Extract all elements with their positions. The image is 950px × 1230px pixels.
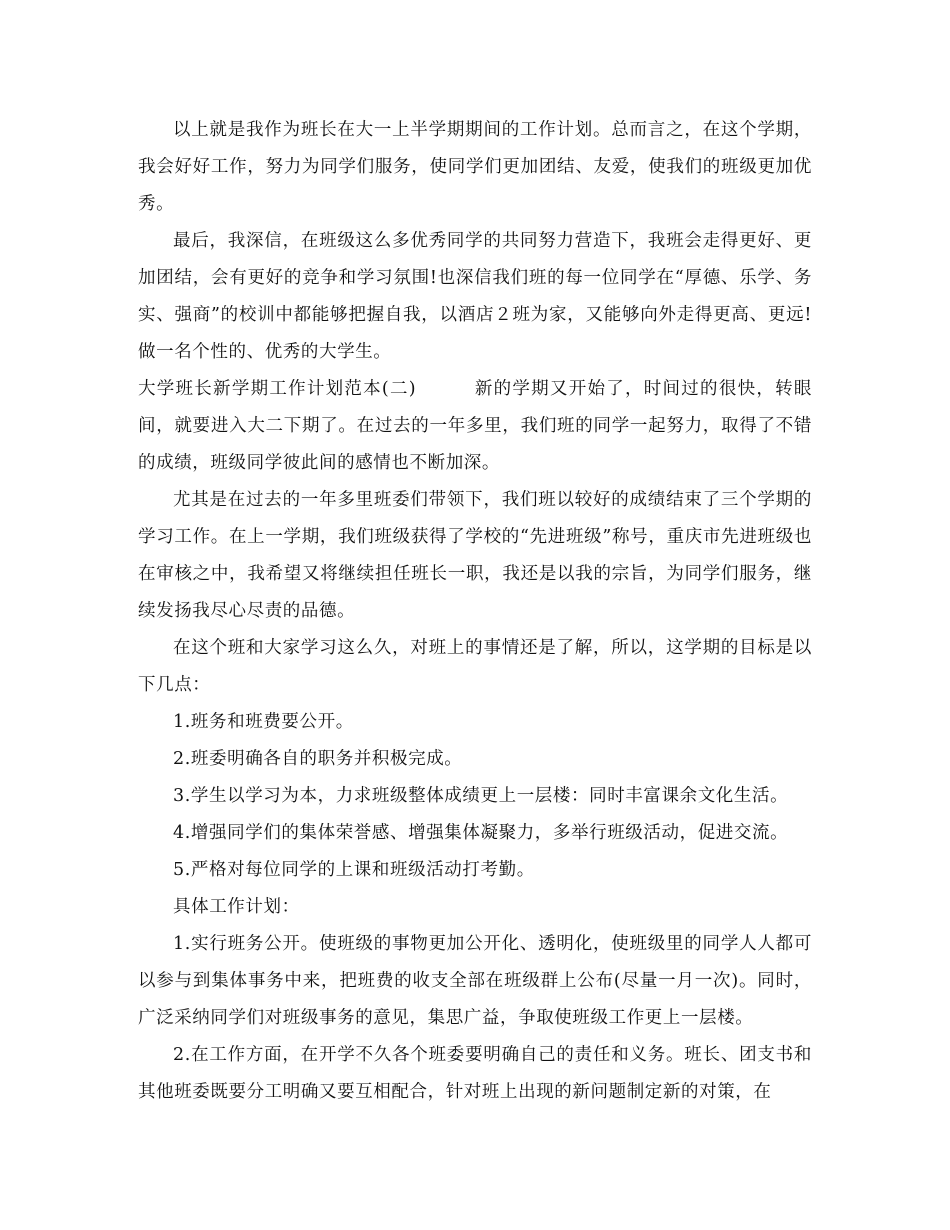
goal-item: 3.学生以学习为本，力求班级整体成绩更上一层楼：同时丰富课余文化生活。 xyxy=(173,786,789,806)
plan-heading: 具体工作计划： xyxy=(173,897,300,917)
goal-item: 1.班务和班费要公开。 xyxy=(173,712,354,732)
document-body xyxy=(138,112,812,1111)
goal-item: 2.班委明确各自的职务并积极完成。 xyxy=(173,749,463,769)
paragraph-achievements: 尤其是在过去的一年多里班委们带领下，我们班以较好的成绩结束了三个学期的学习工作。在上一学期，我们班级获得了学校的“先进班级”称号，重庆市先进班级也在审核之中，我希望又将继续担任班长一职，我还是以我的宗旨，为同学们服务，继续发扬我尽心尽责的品德。 xyxy=(138,490,812,621)
paragraph-summary: 以上就是我作为班长在大一上半学期期间的工作计划。总而言之，在这个学期，我会好好工作，努力为同学们服务，使同学们更加团结、友爱，使我们的班级更加优秀。 xyxy=(138,120,812,214)
section-intro: 新的学期又开始了，时间过的很快，转眼间，就要进入大二下期了。在过去的一年多里，我们班的同学一起努力，取得了不错的成绩，班级同学彼此间的感情也不断加深。 xyxy=(138,379,812,473)
goal-item: 5.严格对每位同学的上课和班级活动打考勤。 xyxy=(173,860,535,880)
section-heading-line xyxy=(138,371,812,482)
section-title: 大学班长新学期工作计划范本(二) xyxy=(138,379,417,399)
plan-item: 2.在工作方面，在开学不久各个班委要明确自己的责任和义务。班长、团支书和其他班委既要分工明确又要互相配合，针对班上出现的新问题制定新的对策，在 xyxy=(138,1045,812,1102)
paragraph-conclusion: 最后，我深信，在班级这么多优秀同学的共同努力营造下，我班会走得更好、更加团结，会有更好的竞争和学习氛围!也深信我们班的每一位同学在“厚德、乐学、务实、强商”的校训中都能够把握自我，以酒店２班为家，又能够向外走得更高、更远!做一名个性的、优秀的大学生。 xyxy=(138,231,812,362)
goal-item: 4.增强同学们的集体荣誉感、增强集体凝聚力，多举行班级活动，促进交流。 xyxy=(173,823,789,843)
plan-item: 1.实行班务公开。使班级的事物更加公开化、透明化，使班级里的同学人人都可以参与到集体事务中来，把班费的收支全部在班级群上公布(尽量一月一次)。同时，广泛采纳同学们对班级事务的意见，集思广益，争取使班级工作更上一层楼。 xyxy=(138,934,812,1028)
paragraph-goals-intro: 在这个班和大家学习这么久，对班上的事情还是了解，所以，这学期的目标是以下几点： xyxy=(138,638,812,695)
